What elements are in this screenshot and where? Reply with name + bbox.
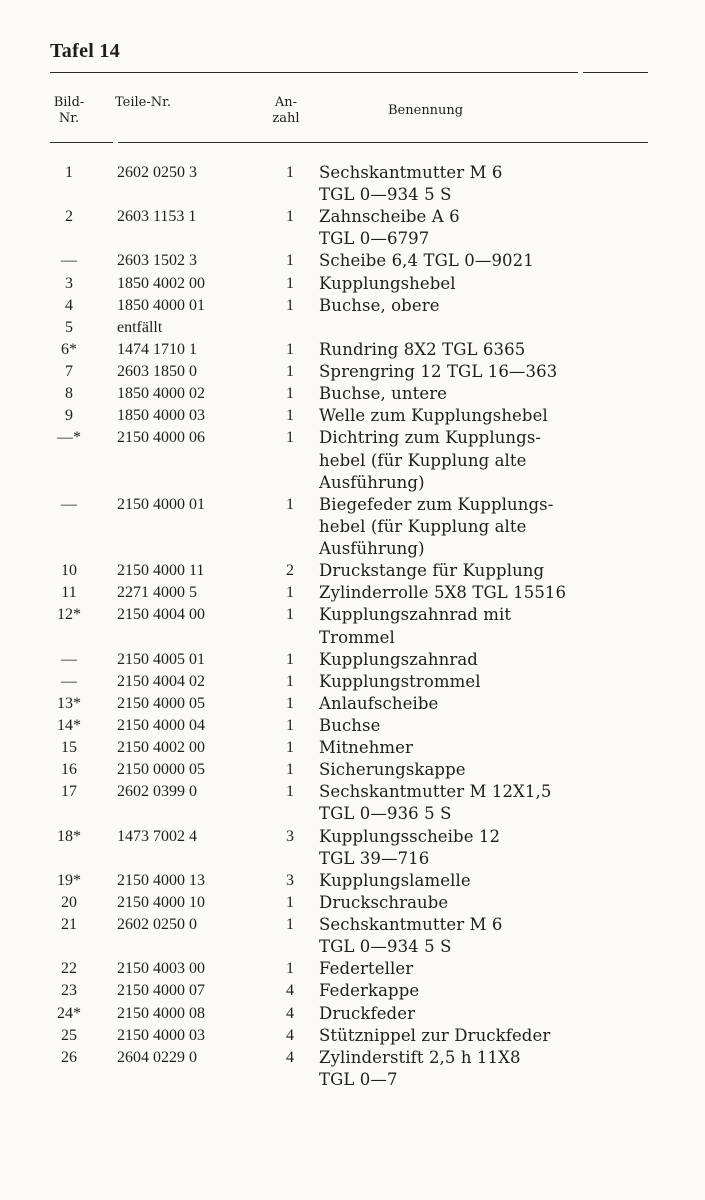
table-row (0, 1003, 705, 1025)
header-bottom-rule (118, 142, 648, 143)
row-benennung: TGL 0—7 (319, 1069, 398, 1089)
row-teile-nr: 2150 4000 11 (117, 562, 205, 580)
row-benennung: Scheibe 6,4 TGL 0—9021 (319, 251, 534, 271)
table-row (0, 737, 705, 759)
table-row (0, 295, 705, 317)
row-teile-nr: 2150 4000 06 (117, 429, 205, 447)
row-teile-nr: 2150 4000 01 (117, 495, 205, 513)
row-teile-nr: 2150 4000 08 (117, 1004, 205, 1022)
row-bild-nr: 9 (65, 407, 73, 425)
table-row (0, 759, 705, 781)
row-benennung: Druckschraube (319, 892, 449, 912)
row-anzahl: 1 (286, 296, 294, 314)
row-bild-nr: 12* (57, 606, 81, 624)
row-anzahl: 1 (286, 739, 294, 757)
row-bild-nr: 13* (57, 694, 81, 712)
row-bild-nr: 24* (57, 1004, 81, 1022)
row-bild-nr: 1 (65, 164, 73, 181)
row-teile-nr: 2271 4000 5 (117, 584, 197, 602)
table-row (0, 715, 705, 737)
row-benennung: Buchse, obere (319, 295, 440, 315)
table-row (0, 649, 705, 671)
row-bild-nr: 4 (65, 296, 73, 314)
row-anzahl: 1 (286, 584, 294, 602)
row-benennung: Welle zum Kupplungshebel (319, 406, 548, 426)
row-benennung: Kupplungsscheibe 12 (319, 826, 501, 846)
header-bottom-rule-left (50, 142, 113, 143)
table-row (0, 848, 705, 870)
row-teile-nr: 2150 4000 10 (117, 893, 205, 911)
row-benennung: Zahnscheibe A 6 (319, 207, 460, 227)
row-bild-nr: 16 (61, 761, 77, 779)
row-benennung: Buchse (319, 716, 381, 735)
table-row (0, 671, 705, 693)
row-anzahl: 1 (286, 650, 294, 668)
table-row (0, 162, 705, 184)
row-benennung: Sechskantmutter M 6 (319, 163, 503, 182)
column-header-benennung: Benennung (388, 103, 464, 118)
table-row (0, 936, 705, 958)
row-teile-nr: 1473 7002 4 (117, 827, 197, 845)
table-row (0, 317, 705, 339)
row-benennung: Biegefeder zum Kupplungs- (319, 494, 554, 514)
row-anzahl: 1 (286, 274, 294, 292)
table-row (0, 892, 705, 914)
row-benennung: TGL 0—6797 (319, 229, 430, 249)
row-benennung: Kupplungstrommel (319, 671, 481, 691)
row-benennung: Kupplungszahnrad (319, 649, 478, 669)
row-benennung: TGL 0—936 5 S (319, 804, 452, 824)
row-anzahl: 4 (286, 982, 294, 1000)
row-benennung: Zylinderstift 2,5 h 11X8 (319, 1047, 521, 1067)
row-teile-nr: 1850 4000 03 (117, 407, 205, 425)
row-teile-nr: 2150 4000 07 (117, 982, 205, 1000)
table-row (0, 560, 705, 582)
table-row (0, 494, 705, 516)
row-bild-nr: 7 (65, 363, 73, 381)
table-row (0, 383, 705, 405)
row-teile-nr: 2604 0229 0 (117, 1048, 197, 1066)
row-anzahl: 2 (286, 562, 294, 580)
row-bild-nr: 3 (65, 274, 73, 292)
table-row (0, 538, 705, 560)
row-benennung: Buchse, untere (319, 384, 448, 404)
row-anzahl: 1 (286, 429, 294, 447)
row-benennung: Kupplungslamelle (319, 870, 471, 890)
row-benennung: Zylinderrolle 5X8 TGL 15516 (319, 583, 567, 603)
table-row (0, 250, 705, 272)
row-bild-nr: —* (57, 429, 81, 447)
row-anzahl: 1 (286, 495, 294, 513)
row-bild-nr: 21 (61, 916, 77, 934)
column-header-anzahl: An- zahl (272, 95, 300, 126)
header-top-rule-right (583, 72, 648, 73)
row-bild-nr: 20 (61, 893, 77, 911)
table-row (0, 339, 705, 361)
table-row (0, 958, 705, 980)
table-row (0, 472, 705, 494)
row-anzahl: 3 (286, 871, 294, 889)
row-benennung: Sechskantmutter M 6 (319, 915, 503, 935)
row-benennung: Anlaufscheibe (319, 693, 439, 713)
row-anzahl: 1 (286, 672, 294, 690)
row-teile-nr: entfällt (117, 318, 163, 336)
row-bild-nr: 5 (65, 318, 73, 336)
row-bild-nr: 23 (61, 982, 77, 1000)
row-benennung: Druckfeder (319, 1003, 416, 1023)
row-anzahl: 1 (286, 164, 294, 181)
table-row (0, 450, 705, 472)
row-benennung: TGL 0—934 5 S (319, 937, 452, 957)
row-benennung: Rundring 8X2 TGL 6365 (319, 339, 526, 359)
row-teile-nr: 2602 0399 0 (117, 783, 197, 801)
header-top-rule (50, 72, 578, 73)
row-teile-nr: 2603 1153 1 (117, 208, 197, 226)
row-bild-nr: 6* (61, 340, 77, 358)
row-anzahl: 1 (286, 606, 294, 624)
row-benennung: Mitnehmer (319, 738, 414, 758)
row-anzahl: 3 (286, 827, 294, 845)
row-benennung: Trommel (319, 627, 395, 647)
row-teile-nr: 2150 4000 04 (117, 717, 205, 734)
table-row (0, 361, 705, 383)
row-teile-nr: 2150 4003 00 (117, 960, 205, 978)
column-header-teile-nr: Teile-Nr. (115, 95, 172, 110)
page-title: Tafel 14 (50, 40, 120, 62)
row-anzahl: 1 (286, 407, 294, 425)
table-row (0, 914, 705, 936)
table-row (0, 604, 705, 626)
row-bild-nr: 10 (61, 562, 77, 580)
row-benennung: Stütznippel zur Druckfeder (319, 1025, 551, 1045)
row-bild-nr: 8 (65, 385, 73, 403)
row-bild-nr: 26 (61, 1048, 77, 1066)
row-teile-nr: 2602 0250 3 (117, 164, 197, 181)
table-row (0, 1047, 705, 1069)
row-anzahl: 1 (286, 717, 294, 734)
row-teile-nr: 2150 0000 05 (117, 761, 205, 779)
row-anzahl: 1 (286, 761, 294, 779)
row-teile-nr: 2603 1502 3 (117, 252, 197, 270)
row-anzahl: 1 (286, 893, 294, 911)
row-bild-nr: — (61, 252, 77, 270)
row-anzahl: 1 (286, 694, 294, 712)
row-benennung: Sprengring 12 TGL 16—363 (319, 362, 558, 382)
table-row (0, 228, 705, 250)
table-row (0, 1069, 705, 1091)
row-teile-nr: 2602 0250 0 (117, 916, 197, 934)
row-benennung: Sicherungskappe (319, 760, 466, 780)
table-row (0, 826, 705, 848)
table-row (0, 627, 705, 649)
row-bild-nr: 11 (61, 584, 77, 602)
row-bild-nr: 15 (61, 739, 77, 757)
row-benennung: hebel (für Kupplung alte (319, 450, 527, 470)
row-teile-nr: 1850 4000 02 (117, 385, 205, 403)
row-teile-nr: 2150 4000 13 (117, 871, 205, 889)
row-teile-nr: 2150 4005 01 (117, 650, 205, 668)
row-benennung: Ausführung) (319, 472, 425, 492)
row-benennung: hebel (für Kupplung alte (319, 516, 527, 536)
row-bild-nr: 19* (57, 871, 81, 889)
row-anzahl: 1 (286, 916, 294, 934)
row-bild-nr: 25 (61, 1026, 77, 1044)
row-benennung: Kupplungszahnrad mit (319, 605, 512, 625)
row-benennung: Ausführung) (319, 539, 425, 559)
table-row (0, 781, 705, 803)
row-teile-nr: 1850 4002 00 (117, 274, 205, 292)
row-teile-nr: 2150 4000 03 (117, 1026, 205, 1044)
row-benennung: TGL 0—934 5 S (319, 185, 452, 205)
table-row (0, 516, 705, 538)
row-anzahl: 1 (286, 208, 294, 226)
row-bild-nr: 18* (57, 827, 81, 845)
row-benennung: Sechskantmutter M 12X1,5 (319, 782, 552, 802)
table-row (0, 273, 705, 295)
row-bild-nr: — (61, 650, 77, 668)
row-bild-nr: — (61, 495, 77, 513)
row-anzahl: 1 (286, 783, 294, 801)
table-row (0, 803, 705, 825)
row-bild-nr: 2 (65, 208, 73, 226)
row-anzahl: 4 (286, 1048, 294, 1066)
row-benennung: Federkappe (319, 981, 420, 1001)
table-row (0, 870, 705, 892)
row-teile-nr: 2150 4002 00 (117, 739, 205, 757)
row-anzahl: 1 (286, 340, 294, 358)
row-bild-nr: 17 (61, 783, 77, 801)
table-row (0, 405, 705, 427)
table-row (0, 1025, 705, 1047)
table-row (0, 427, 705, 449)
row-benennung: Kupplungshebel (319, 273, 456, 293)
row-benennung: Dichtring zum Kupplungs- (319, 428, 542, 448)
row-teile-nr: 1850 4000 01 (117, 296, 205, 314)
table-row (0, 980, 705, 1002)
row-teile-nr: 2150 4000 05 (117, 694, 205, 712)
row-benennung: TGL 39—716 (319, 848, 430, 868)
row-benennung: Druckstange für Kupplung (319, 561, 545, 581)
row-teile-nr: 1474 1710 1 (117, 340, 197, 358)
row-anzahl: 1 (286, 960, 294, 978)
table-row (0, 206, 705, 228)
column-header-bild-nr: Bild- Nr. (53, 95, 85, 126)
table-row (0, 693, 705, 715)
row-benennung: Federteller (319, 959, 414, 979)
row-anzahl: 1 (286, 363, 294, 381)
row-teile-nr: 2150 4004 02 (117, 672, 205, 690)
table-row (0, 184, 705, 206)
row-anzahl: 4 (286, 1026, 294, 1044)
row-teile-nr: 2150 4004 00 (117, 606, 205, 624)
row-anzahl: 1 (286, 385, 294, 403)
row-teile-nr: 2603 1850 0 (117, 363, 197, 381)
row-bild-nr: 14* (57, 717, 81, 734)
table-row (0, 582, 705, 604)
row-bild-nr: 22 (61, 960, 77, 978)
row-bild-nr: — (61, 672, 77, 690)
row-anzahl: 1 (286, 252, 294, 270)
row-anzahl: 4 (286, 1004, 294, 1022)
